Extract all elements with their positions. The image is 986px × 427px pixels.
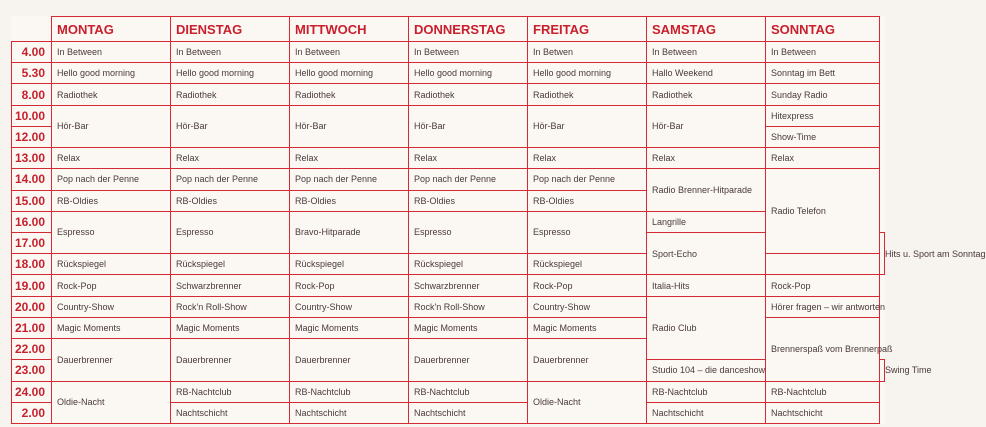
time-label: 20.00 (12, 296, 52, 317)
program-cell: Pop nach der Penne (290, 169, 409, 190)
program-cell: Magic Moments (290, 317, 409, 338)
program-cell: Dauerbrenner (290, 339, 409, 381)
program-cell: Hello good morning (171, 63, 290, 84)
program-cell: In Between (52, 42, 171, 63)
program-cell: Nachtschicht (409, 402, 528, 423)
program-cell: Hör-Bar (647, 105, 766, 147)
time-row (12, 42, 885, 63)
program-cell: Sunday Radio (766, 84, 880, 105)
program-cell: Magic Moments (52, 317, 171, 338)
time-label: 18.00 (12, 254, 52, 275)
program-cell: Nachtschicht (290, 402, 409, 423)
time-row (12, 169, 885, 190)
program-cell: In Between (290, 42, 409, 63)
program-cell: Sonntag im Bett (766, 63, 880, 84)
day-header-dienstag: DIENSTAG (171, 17, 290, 42)
program-cell: Radio Brenner-Hitparade (647, 169, 766, 211)
program-cell: Hör-Bar (171, 105, 290, 147)
program-cell: Hör-Bar (52, 105, 171, 147)
program-cell: Relax (766, 148, 880, 169)
time-row (12, 211, 885, 232)
program-cell: RB-Nachtclub (647, 381, 766, 402)
time-label: 22.00 (12, 339, 52, 360)
program-cell: Schwarzbrenner (409, 275, 528, 296)
program-cell: Espresso (171, 211, 290, 253)
program-cell: Rock'n Roll-Show (171, 296, 290, 317)
program-cell: Rückspiegel (290, 254, 409, 275)
program-cell: RB-Nachtclub (171, 381, 290, 402)
program-cell: RB-Nachtclub (766, 381, 880, 402)
time-label: 24.00 (12, 381, 52, 402)
program-cell: Radiothek (290, 84, 409, 105)
program-cell: Nachtschicht (647, 402, 766, 423)
program-cell: Hör-Bar (409, 105, 528, 147)
program-cell: Rock-Pop (290, 275, 409, 296)
program-cell: Schwarzbrenner (171, 275, 290, 296)
program-cell: Pop nach der Penne (171, 169, 290, 190)
program-cell: Show-Time (766, 126, 880, 147)
time-row (12, 148, 885, 169)
program-cell: In Between (647, 42, 766, 63)
program-cell: Hör-Bar (290, 105, 409, 147)
program-cell: Rock-Pop (766, 275, 880, 296)
program-cell: Country-Show (290, 296, 409, 317)
time-label: 19.00 (12, 275, 52, 296)
time-row (12, 381, 885, 402)
time-row (12, 63, 885, 84)
time-label: 12.00 (12, 126, 52, 147)
program-cell: Rock'n Roll-Show (409, 296, 528, 317)
program-cell: Radiothek (647, 84, 766, 105)
program-cell: Rückspiegel (409, 254, 528, 275)
program-cell: Radio Club (647, 296, 766, 360)
day-header-donnerstag: DONNERSTAG (409, 17, 528, 42)
program-cell: Hör-Bar (528, 105, 647, 147)
program-cell: Hello good morning (290, 63, 409, 84)
program-cell: Radio Telefon (766, 169, 880, 254)
day-header-sonntag: SONNTAG (766, 17, 880, 42)
time-label: 8.00 (12, 84, 52, 105)
program-cell: Hello good morning (528, 63, 647, 84)
program-cell: Relax (171, 148, 290, 169)
header-row (12, 17, 885, 42)
program-cell: Langrille (647, 211, 766, 232)
program-cell: Dauerbrenner (528, 339, 647, 381)
program-cell: Relax (290, 148, 409, 169)
program-cell: Pop nach der Penne (528, 169, 647, 190)
day-header-mittwoch: MITTWOCH (290, 17, 409, 42)
program-cell: Sport-Echo (647, 232, 766, 274)
program-cell: Oldie-Nacht (528, 381, 647, 424)
time-label: 14.00 (12, 169, 52, 190)
program-cell: Swing Time (880, 360, 885, 381)
time-row (12, 275, 885, 296)
time-label: 16.00 (12, 211, 52, 232)
program-cell: Relax (52, 148, 171, 169)
program-cell: Dauerbrenner (409, 339, 528, 381)
program-cell: In Between (766, 42, 880, 63)
program-cell: Hitexpress (766, 105, 880, 126)
time-row (12, 105, 885, 126)
program-cell: RB-Oldies (52, 190, 171, 211)
program-cell: In Betwen (528, 42, 647, 63)
time-label: 5.30 (12, 63, 52, 84)
corner-cell (12, 17, 52, 42)
program-cell: Dauerbrenner (171, 339, 290, 381)
program-cell: Nachtschicht (766, 402, 880, 423)
program-cell: RB-Oldies (409, 190, 528, 211)
program-cell: Rock-Pop (52, 275, 171, 296)
program-cell: Dauerbrenner (52, 339, 171, 381)
program-cell: Magic Moments (528, 317, 647, 338)
time-label: 4.00 (12, 42, 52, 63)
program-cell: Pop nach der Penne (409, 169, 528, 190)
day-header-samstag: SAMSTAG (647, 17, 766, 42)
program-cell: Relax (528, 148, 647, 169)
program-cell: RB-Nachtclub (290, 381, 409, 402)
program-cell: Hörer fragen – wir antworten (766, 296, 880, 317)
program-cell: Bravo-Hitparade (290, 211, 409, 253)
program-cell: Espresso (52, 211, 171, 253)
program-cell: Hallo Weekend (647, 63, 766, 84)
program-cell: Radiothek (409, 84, 528, 105)
program-cell: Nachtschicht (171, 402, 290, 423)
program-cell: RB-Oldies (528, 190, 647, 211)
program-cell: Radiothek (171, 84, 290, 105)
program-cell: Italia-Hits (647, 275, 766, 296)
time-row (12, 84, 885, 105)
program-cell: Hello good morning (52, 63, 171, 84)
program-cell: Espresso (528, 211, 647, 253)
program-cell: Magic Moments (409, 317, 528, 338)
program-cell: Hits u. Sport am Sonntag (880, 232, 885, 274)
program-cell: Rückspiegel (52, 254, 171, 275)
program-cell: Brennerspaß vom Brennerpaß (766, 317, 880, 381)
program-cell: In Between (171, 42, 290, 63)
time-label: 15.00 (12, 190, 52, 211)
program-schedule-table (11, 16, 986, 424)
program-cell: Studio 104 – die danceshow (647, 360, 766, 381)
program-cell: Country-Show (528, 296, 647, 317)
program-cell: In Between (409, 42, 528, 63)
program-cell: Radiothek (528, 84, 647, 105)
day-header-freitag: FREITAG (528, 17, 647, 42)
program-cell: Rückspiegel (528, 254, 647, 275)
program-cell: RB-Nachtclub (409, 381, 528, 402)
time-label: 10.00 (12, 105, 52, 126)
time-label: 21.00 (12, 317, 52, 338)
program-cell: Rückspiegel (171, 254, 290, 275)
program-cell: RB-Oldies (171, 190, 290, 211)
program-cell: Hello good morning (409, 63, 528, 84)
program-cell: Espresso (409, 211, 528, 253)
program-cell: Magic Moments (171, 317, 290, 338)
day-header-montag: MONTAG (52, 17, 171, 42)
program-cell: Rock-Pop (528, 275, 647, 296)
program-cell: Radiothek (52, 84, 171, 105)
program-cell: RB-Oldies (290, 190, 409, 211)
time-label: 23.00 (12, 360, 52, 381)
program-cell: Country-Show (52, 296, 171, 317)
time-label: 13.00 (12, 148, 52, 169)
time-label: 17.00 (12, 232, 52, 253)
program-cell: Relax (409, 148, 528, 169)
program-cell: Pop nach der Penne (52, 169, 171, 190)
program-cell: Oldie-Nacht (52, 381, 171, 424)
time-row (12, 296, 885, 317)
program-cell: Relax (647, 148, 766, 169)
time-label: 2.00 (12, 402, 52, 423)
